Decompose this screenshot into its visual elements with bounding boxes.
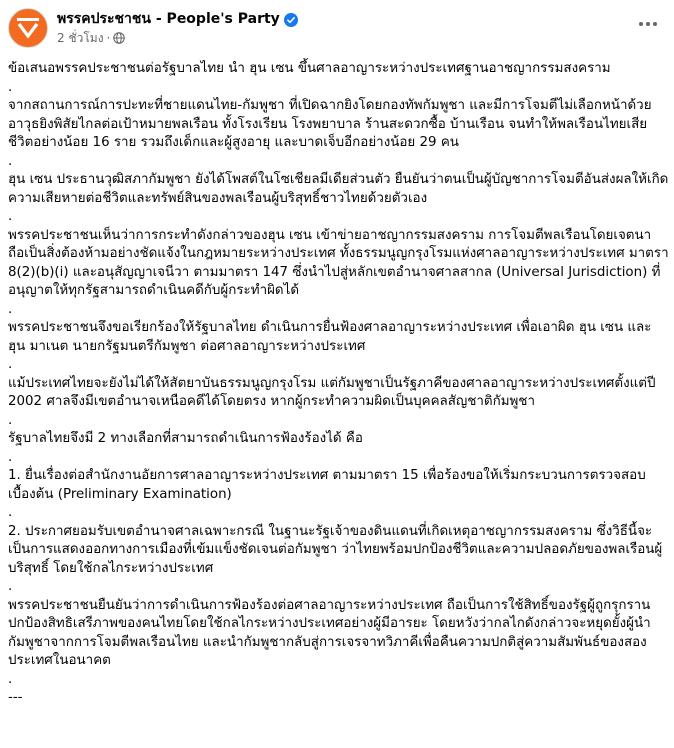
post-paragraph: ฮุน เซน ประธานวุฒิสภากัมพูชา ยังได้โพสต์ในโซเชียลมีเดียส่วนตัว ยืนยันว่าตนเป็นผู้บัญชาการโจมตีอันส่งผลให้เกิดความเสียหายต่อชีวิตและทรัพย์สินของพลเรือนผู้บริสุทธิ์ชาวไทยด้วยตัวเอง bbox=[8, 172, 669, 206]
post-paragraph: พรรคประชาชนเห็นว่าการกระทำดังกล่าวของฮุน เซน เข้าข่ายอาชญากรรมสงคราม การโจมตีพลเรือนโดยเจตนา ถือเป็นสิ่งต้องห้ามอย่างชัดแจ้งในกฎหมายระหว่างประเทศ ทั้งธรรมนูญกรุงโรมแห่งศาลอาญาระหว่างประเทศ มาตรา 8(2)(b)(i) และอนุสัญญาเจนีวา ตามมาตรา 147 ซึ่งนำไปสู่หลักเขตอำนาจศาลสากล (Universal Jurisdiction) ที่อนุญาตให้ทุกรัฐสามารถดำเนินคดีกับผู้กระทำผิดได้ bbox=[8, 227, 673, 298]
logo-chevron-mark bbox=[13, 13, 43, 43]
post-paragraph: . bbox=[8, 505, 13, 520]
post-meta bbox=[57, 10, 298, 46]
post-paragraph: . bbox=[8, 579, 13, 594]
post-time-row bbox=[57, 30, 298, 46]
post-paragraph: . bbox=[8, 357, 13, 372]
more-options-icon[interactable] bbox=[636, 12, 660, 36]
post-paragraph: 2. ประกาศยอมรับเขตอำนาจศาลเฉพาะกรณี ในฐานะรัฐเจ้าของดินแดนที่เกิดเหตุอาชญากรรมสงคราม ซึ่งวิธีนี้จะเป็นการแสดงออกทางการเมืองที่เข้มแข็งชัดเจนต่อกัมพูชา ว่าไทยพร้อมปกป้องชีวิตและความปลอดภัยของพลเรือนผู้บริสุทธิ์ โดยใช้กลไกระหว่างประเทศ bbox=[8, 523, 663, 576]
post-paragraph: รัฐบาลไทยจึงมี 2 ทางเลือกที่สามารถดำเนินการฟ้องร้องได้ คือ bbox=[8, 431, 363, 446]
post-paragraph: . bbox=[8, 301, 13, 317]
post-header bbox=[8, 6, 298, 50]
post-paragraph: แม้ประเทศไทยจะยังไม่ได้ให้สัตยาบันธรรมนูญกรุงโรม แต่กัมพูชาเป็นรัฐภาคีของศาลอาญาระหว่างประเทศตั้งแต่ปี 2002 ศาลจึงมีเขตอำนาจเหนือคดีได้โดยตรง หากผู้กระทำความผิดเป็นบุคคลสัญชาติกัมพูชา bbox=[8, 375, 660, 409]
meta-separator: · bbox=[106, 31, 111, 45]
post-paragraph: จากสถานการณ์การปะทะที่ชายแดนไทย-กัมพูชา ที่เปิดฉากยิงโดยกองทัพกัมพูชา และมีการโจมตีไม่เลือกหน้าด้วยอาวุธยิงพิสัยไกลต่อเป้าหมายพลเรือน ทั้งโรงเรียน โรงพยาบาล ร้านสะดวกซื้อ บ้านเรือน จนทำให้พลเรือนไทยเสียชีวิตอย่างน้อย 16 ราย รวมถึงเด็กและผู้สูงอายุ และบาดเจ็บอีกอย่างน้อย 29 คน bbox=[8, 98, 652, 150]
post-body-text bbox=[8, 60, 673, 708]
verified-badge-icon bbox=[284, 12, 298, 26]
post-paragraph: . bbox=[8, 79, 13, 95]
post-paragraph: . bbox=[8, 671, 13, 687]
globe-icon[interactable] bbox=[113, 32, 125, 44]
post-paragraph: . bbox=[8, 209, 13, 224]
post-paragraph: . bbox=[8, 449, 13, 465]
post-paragraph: พรรคประชาชนจึงขอเรียกร้องให้รัฐบาลไทย ดำเนินการยื่นฟ้องศาลอาญาระหว่างประเทศ เพื่อเอาผิด ฮุน เซน และ ฮุน มาเนต นายกรัฐมนตรีกัมพูชา ต่อศาลอาญาระหว่างประเทศ bbox=[8, 320, 656, 354]
peoples-party-logo-icon[interactable] bbox=[8, 8, 48, 48]
post-paragraph: --- bbox=[8, 690, 23, 705]
post-timestamp-link[interactable]: 2 ชั่วโมง bbox=[57, 31, 104, 45]
page-name-link[interactable]: พรรคประชาชน - People's Party bbox=[57, 11, 280, 27]
post-paragraph: . bbox=[8, 412, 13, 428]
page-name-row bbox=[57, 10, 298, 28]
post-paragraph: ข้อเสนอพรรคประชาชนต่อรัฐบาลไทย นำ ฮุน เซน ขึ้นศาลอาญาระหว่างประเทศฐานอาชญากรรมสงคราม bbox=[8, 61, 611, 76]
post-paragraph: พรรคประชาชนยืนยันว่าการดำเนินการฟ้องร้องต่อศาลอาญาระหว่างประเทศ ถือเป็นการใช้สิทธิ์ของรัฐผู้ถูกรุกราน ปกป้องสิทธิเสรีภาพของคนไทยโดยใช้กลไกระหว่างประเทศอย่างผู้มีอารยะ โดยหวังว่ากลไกดังกล่าวจะหยุดยั้งผู้นำกัมพูชาจากการโจมตีพลเรือนไทย และนำกัมพูชากลับสู่การเจรจาทวิภาคีเพื่อคืนความปกติสู่ความสัมพันธ์ของสองประเทศในอนาคต bbox=[8, 597, 655, 668]
post-paragraph: . bbox=[8, 153, 13, 169]
post-paragraph: 1. ยื่นเรื่องต่อสำนักงานอัยการศาลอาญาระหว่างประเทศ ตามมาตรา 15 เพื่อร้องขอให้เริ่มกระบวนการตรวจสอบเบื้องต้น (Preliminary Examination) bbox=[8, 468, 646, 502]
